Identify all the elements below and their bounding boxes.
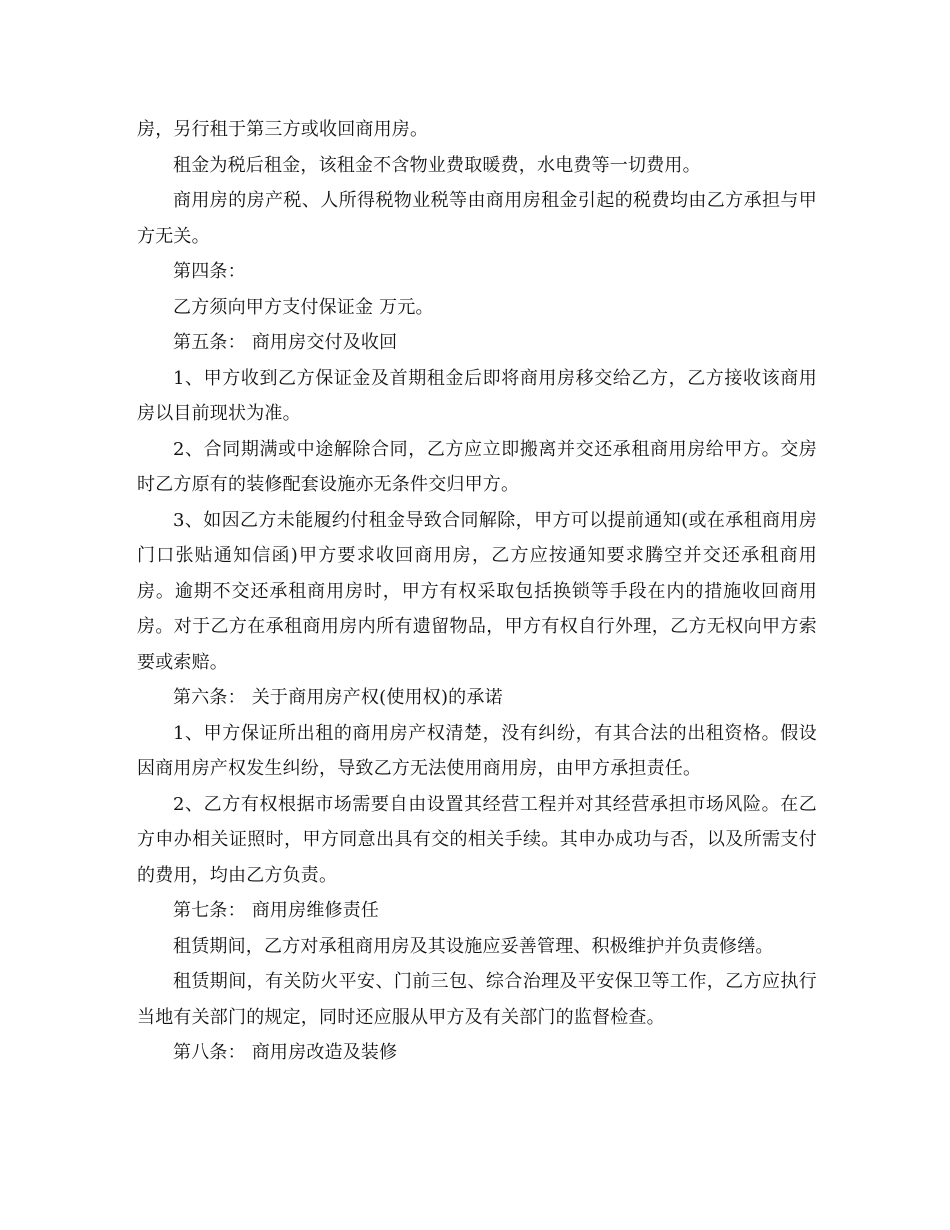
paragraph: 2、乙方有权根据市场需要自由设置其经营工程并对其经营承担市场风险。在乙方申办相关证照时，甲方同意出具有交的相关手续。其申办成功与否，以及所需支付的费用，均由乙方负责。: [137, 793, 817, 886]
paragraph: 房，另行租于第三方或收回商用房。: [137, 119, 429, 140]
paragraph: 1、甲方保证所出租的商用房产权清楚，没有纠纷，有其合法的出租资格。假设因商用房产权发生纠纷，导致乙方无法使用商用房，由甲方承担责任。: [137, 722, 817, 779]
paragraph: 3、如因乙方未能履约付租金导致合同解除，甲方可以提前通知(或在承租商用房门口张贴通知信函)甲方要求收回商用房，乙方应按通知要求腾空并交还承租商用房。逾期不交还承租商用房时，甲方有权采取包括换锁等手段在内的措施收回商用房。对于乙方在承租商用房内所有遗留物品，甲方有权自行外理，乙方无权向甲方索要或索赔。: [137, 509, 817, 673]
section-heading: 第七条： 商用房维修责任: [173, 900, 380, 921]
section-heading: 第四条：: [173, 261, 246, 282]
paragraph: 乙方须向甲方支付保证金 万元。: [173, 296, 434, 318]
paragraph: 租赁期间，乙方对承租商用房及其设施应妥善管理、积极维护并负责修缮。: [173, 935, 774, 957]
paragraph: 租赁期间，有关防火平安、门前三包、综合治理及平安保卫等工作，乙方应执行当地有关部门的规定，同时还应服从甲方及有关部门的监督检查。: [137, 971, 817, 1028]
paragraph: 租金为税后租金，该租金不含物业费取暖费，水电费等一切费用。: [173, 154, 701, 176]
section-heading: 第六条： 关于商用房产权(使用权)的承诺: [173, 687, 503, 708]
paragraph: 2、合同期满或中途解除合同，乙方应立即搬离并交还承租商用房给甲方。交房时乙方原有的装修配套设施亦无条件交归甲方。: [137, 438, 817, 495]
section-heading: 第五条： 商用房交付及收回: [173, 332, 398, 353]
paragraph: 商用房的房产税、人所得税物业税等由商用房租金引起的税费均由乙方承担与甲方无关。: [137, 190, 817, 247]
section-heading: 第八条： 商用房改造及装修: [173, 1042, 398, 1063]
paragraph: 1、甲方收到乙方保证金及首期租金后即将商用房移交给乙方，乙方接收该商用房以目前现状为准。: [137, 367, 817, 424]
document-body: [137, 112, 817, 1071]
